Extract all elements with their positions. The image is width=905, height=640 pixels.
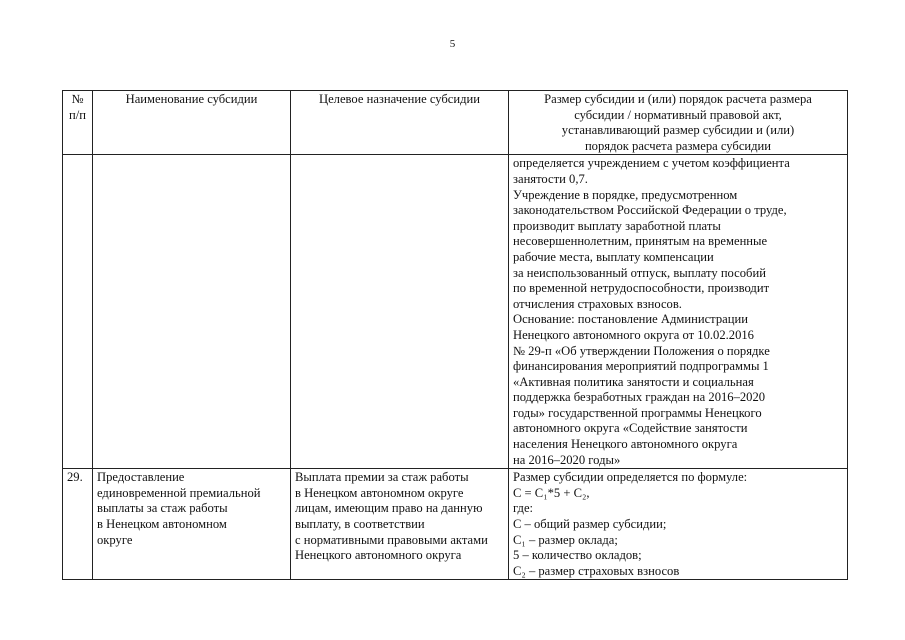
cell-amount: Размер субсидии определяется по формуле: С = С₁*5 + С₂, где: С – общий размер субсидии; С₁ – размер оклада; 5 – количество окладов; С₂ – размер страховых взносов <box>509 469 848 580</box>
table-header-row <box>63 91 848 155</box>
header-purpose: Целевое назначение субсидии <box>291 91 509 155</box>
cell-name <box>93 155 291 469</box>
page-number: 5 <box>449 38 456 50</box>
table-row-29 <box>63 469 848 580</box>
subsidy-table <box>62 90 848 580</box>
cell-num: 29. <box>63 469 93 580</box>
cell-name: Предоставление единовременной премиальной выплаты за стаж работы в Ненецком автономном округе <box>93 469 291 580</box>
cell-purpose <box>291 155 509 469</box>
header-num: № п/п <box>63 91 93 155</box>
table-row-continuation <box>63 155 848 469</box>
header-amount: Размер субсидии и (или) порядок расчета размера субсидии / нормативный правовой акт, устанавливающий размер субсидии и (или) порядок расчета размера субсидии <box>509 91 848 155</box>
cell-num <box>63 155 93 469</box>
cell-amount: определяется учреждением с учетом коэффициента занятости 0,7. Учреждение в порядке, предусмотренном законодательством Российской Федерации о труде, производит выплату заработной платы несовершеннолетним, принятым на временные рабочие места, выплату компенсации за неиспользованный отпуск, выплату пособий по временной нетрудоспособности, производит отчисления страховых взносов. Основание: постановление Администрации Ненецкого автономного округа от 10.02.2016 № 29-п «Об утверждении Положения о порядке финансирования мероприятий подпрограммы 1 «Активная политика занятости и социальная поддержка безработных граждан на 2016–2020 годы» государственной программы Ненецкого автономного округа «Содействие занятости населения Ненецкого автономного округа на 2016–2020 годы» <box>509 155 848 469</box>
header-name: Наименование субсидии <box>93 91 291 155</box>
cell-purpose: Выплата премии за стаж работы в Ненецком автономном округе лицам, имеющим право на данную выплату, в соответствии с нормативными правовыми актами Ненецкого автономного округа <box>291 469 509 580</box>
